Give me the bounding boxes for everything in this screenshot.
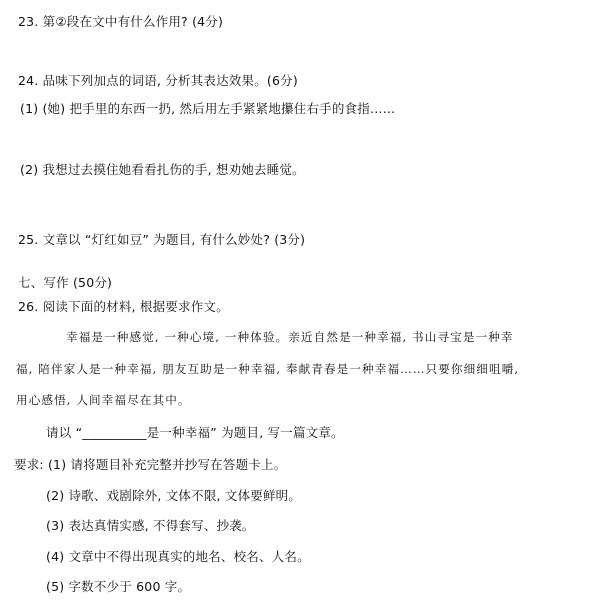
requirements-intro: 要求: (1) 请将题目补充完整并抄写在答题卡上。: [14, 457, 287, 472]
requirement-2: (2) 诗歌、戏剧除外, 文体不限, 文体要鲜明。: [46, 488, 302, 503]
material-line-2: 福, 陪伴家人是一种幸福, 朋友互助是一种幸福, 奉献青春是一种幸福……只要你细细咀嚼,: [16, 362, 520, 376]
requirement-3: (3) 表达真情实感, 不得套写、抄袭。: [46, 518, 255, 533]
requirement-4: (4) 文章中不得出现真实的地名、校名、人名。: [46, 549, 310, 564]
question-24: 24. 品味下列加点的词语, 分析其表达效果。(6分): [18, 73, 298, 88]
material-line-1: 幸福是一种感觉, 一种心境, 一种体验。亲近自然是一种幸福, 书山寻宝是一种幸: [66, 330, 514, 344]
essay-prompt: 请以 “__________是一种幸福” 为题目, 写一篇文章。: [46, 425, 344, 440]
question-24-part-1: (1) (她) 把手里的东西一扔, 然后用左手紧紧地攥住右手的食指……: [20, 101, 396, 116]
section-heading-writing: 七、写作 (50分): [18, 275, 113, 290]
requirement-5: (5) 字数不少于 600 字。: [46, 579, 191, 594]
question-23: 23. 第②段在文中有什么作用? (4分): [18, 14, 224, 29]
material-line-3: 用心感悟, 人间幸福尽在其中。: [16, 393, 191, 407]
question-24-part-2: (2) 我想过去摸住她看看扎伤的手, 想劝她去睡觉。: [20, 162, 305, 177]
question-26: 26. 阅读下面的材料, 根据要求作文。: [18, 299, 229, 314]
question-25: 25. 文章以 “灯红如豆” 为题目, 有什么妙处? (3分): [18, 232, 306, 247]
